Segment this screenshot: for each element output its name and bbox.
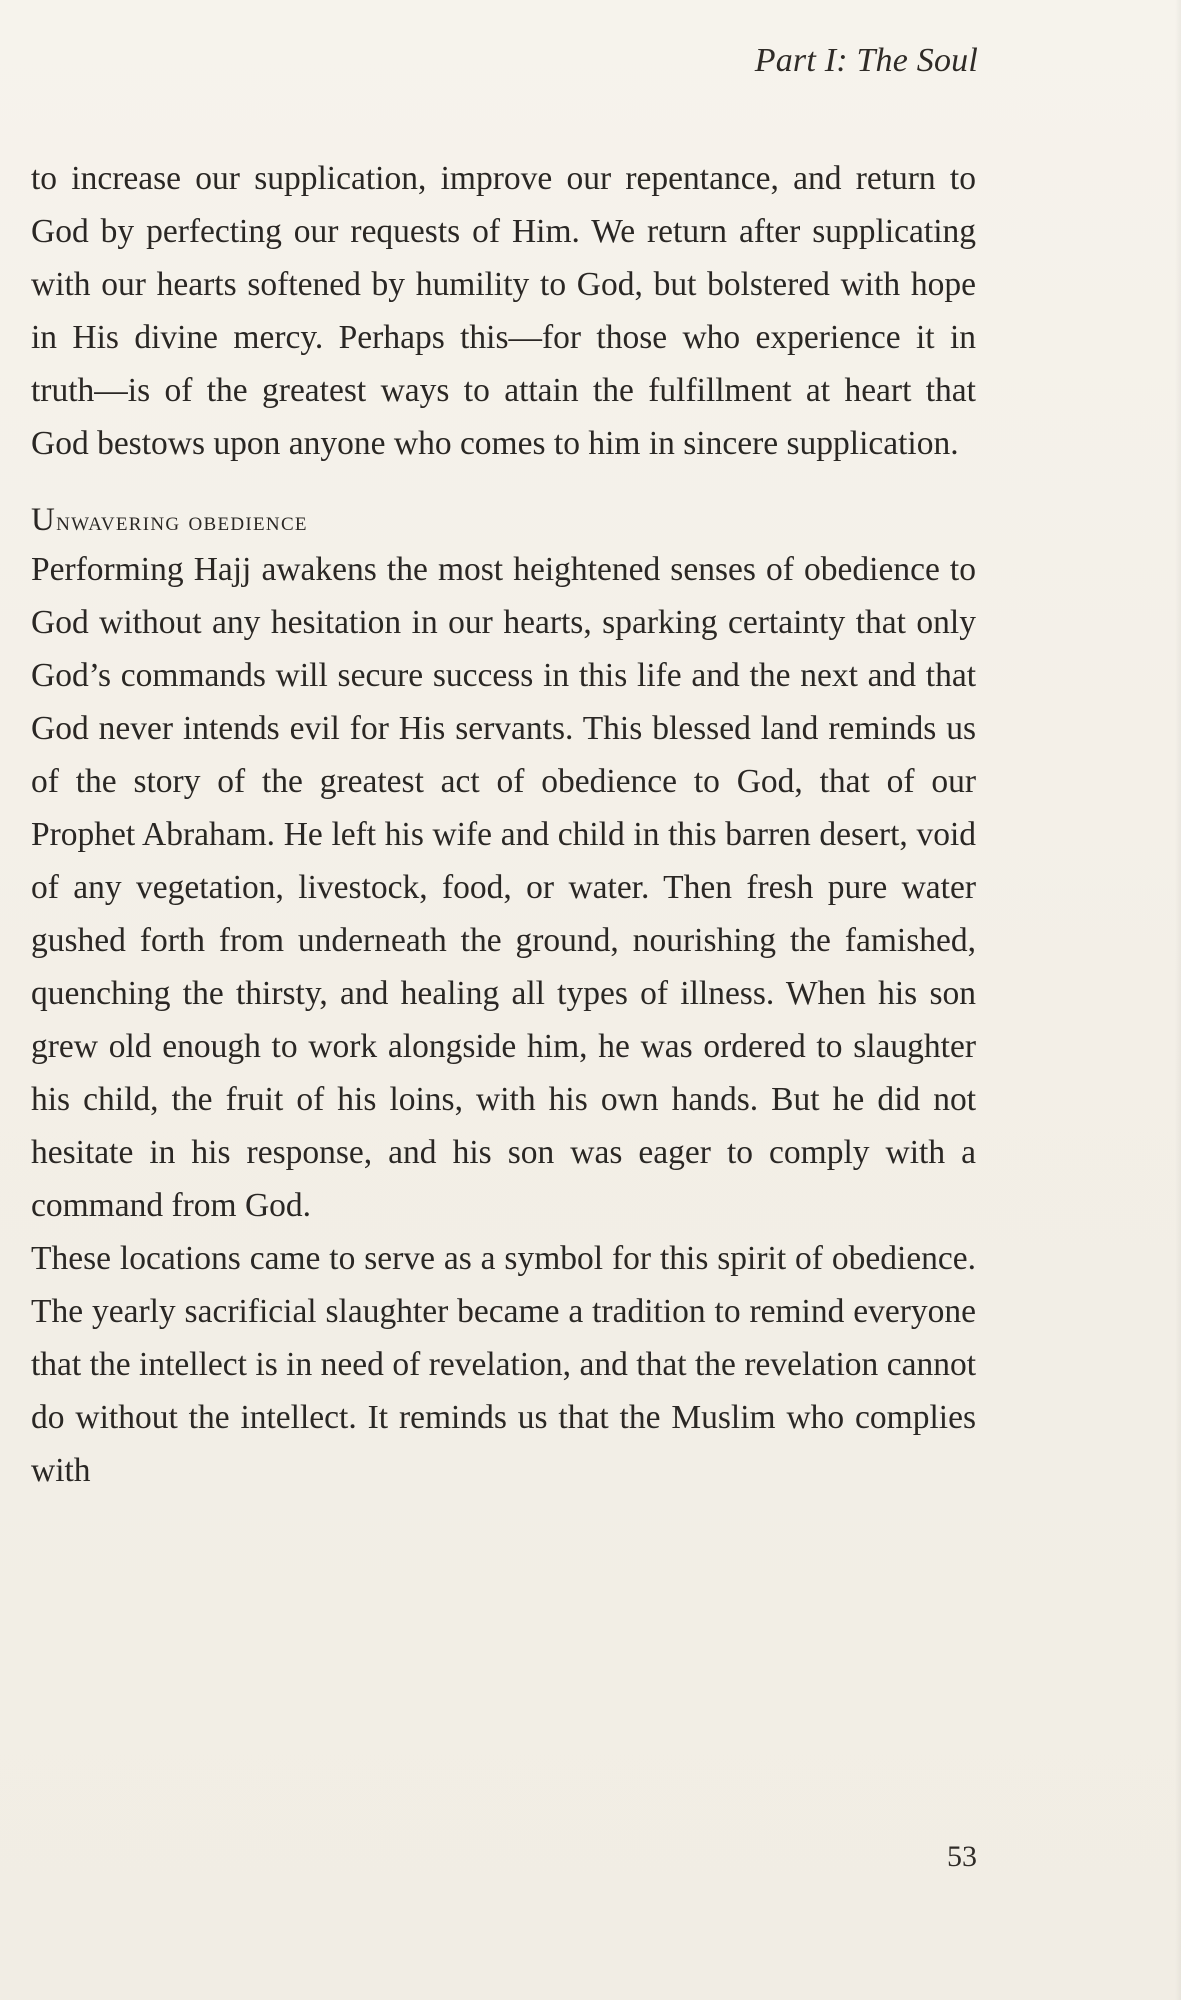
body-text xyxy=(31,152,976,1497)
paragraph-3: These locations came to serve as a symbol for this spirit of obedience. The yearly sacrificial slaughter became a tradition to remind everyone that the intellect is in need of revelation, and that the revelation cannot do without the intellect. It reminds us that the Muslim who complies with xyxy=(31,1240,976,1489)
page-edge-shadow xyxy=(1175,0,1181,2000)
page-number: 53 xyxy=(947,1840,977,1873)
section-heading: Unwavering obedience xyxy=(31,502,308,538)
paragraph-2: Performing Hajj awakens the most heightened senses of obedience to God without any hesitation in our hearts, sparking certainty that only God’s commands will secure success in this life and the next and that God never intends evil for His servants. This blessed land reminds us of the story of the greatest act of obedience to God, that of our Prophet Abraham. He left his wife and child in this barren desert, void of any vegetation, livestock, food, or water. Then fresh pure water gushed forth from underneath the ground, nourishing the famished, quenching the thirsty, and healing all types of illness. When his son grew old enough to work alongside him, he was ordered to slaughter his child, the fruit of his loins, with his own hands. But he did not hesitate in his response, and his son was eager to comply with a command from God. xyxy=(31,551,976,1224)
paragraph-1: to increase our supplication, improve our repentance, and return to God by perfecting our requests of Him. We return after supplicating with our hearts softened by humility to God, but bolstered with hope in His divine mercy. Perhaps this—for those who experience it in truth—is of the greatest ways to attain the fulfillment at heart that God bestows upon anyone who comes to him in sincere supplication. xyxy=(31,160,976,462)
running-head: Part I: The Soul xyxy=(754,42,978,79)
